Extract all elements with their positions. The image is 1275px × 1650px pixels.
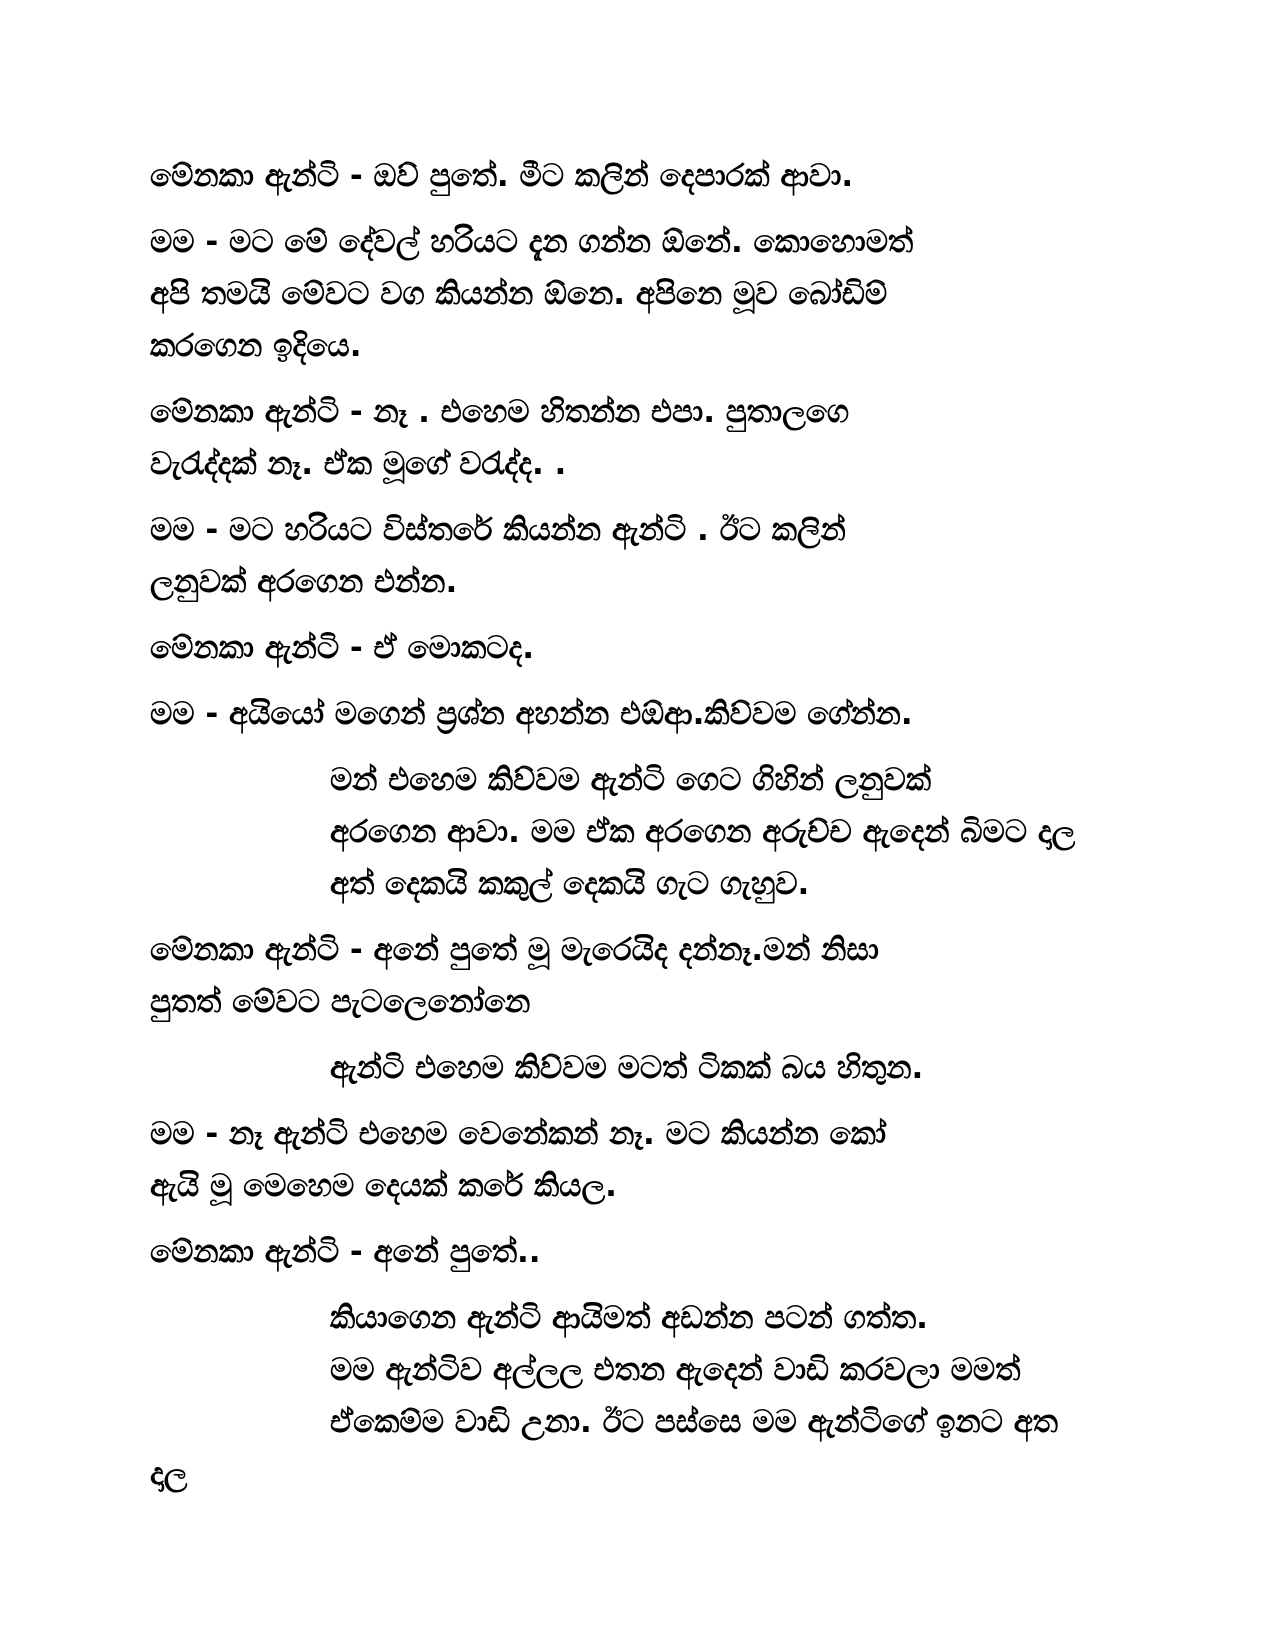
text-line: මේනකා ඇන්ටි - අනේ පුතේ.. <box>150 1234 541 1270</box>
dialogue-paragraph <box>150 924 1090 1028</box>
text-line: මම - මට හරියට විස්තරේ කියන්න ඇන්ටි . ඊට කලින් <box>150 512 846 548</box>
narrative-paragraph <box>150 1292 1090 1500</box>
text-line: ඒකෙම්ම වාඩි උනා. ඊට පස්සෙ මම ඇන්ටිගේ ඉනට අත දාල <box>150 1404 1069 1492</box>
text-line: ලනුවක් අරගෙන එන්න. <box>150 564 458 600</box>
text-line: මේනකා ඇන්ටි - ඔව් පුතේ. මීට කලින් දෙපාරක් ආවා. <box>150 158 854 194</box>
dialogue-paragraph <box>150 504 1090 608</box>
text-line: මම ඇන්ටිව අල්ලල එතන ඇදෙන් වාඩි කරවලා මමත් <box>330 1352 1021 1388</box>
text-line: කරගෙන ඉදියෙ. <box>150 328 362 364</box>
text-line: අපි තමයි මේවට වග කියන්න ඕනෙ. අපිනෙ මූව බෝඩිම් <box>150 276 888 312</box>
text-line: ඇන්ටි එහෙම කිව්වම මටත් ටිකක් බය හිතුන. <box>330 1050 924 1086</box>
dialogue-paragraph <box>150 216 1090 372</box>
dialogue-paragraph <box>150 386 1090 490</box>
text-line: වැරැද්දක් නෑ. ඒක මූගේ වරැද්ද. . <box>150 446 567 482</box>
dialogue-paragraph <box>150 688 1090 740</box>
text-line: මේනකා ඇන්ටි - නෑ . එහෙම හිතන්න එපා. පුතාලගෙ <box>150 394 850 430</box>
dialogue-paragraph <box>150 1226 1090 1278</box>
text-line: මම - අයියෝ මගෙන් ප්‍රශ්න අහන්න එඕආ.කිව්වම ගේන්න. <box>150 696 913 732</box>
dialogue-paragraph <box>150 1108 1090 1212</box>
narrative-paragraph <box>150 1042 1090 1094</box>
text-line: මන් එහෙම කිව්වම ඇන්ටි ගෙට ගිහින් ලනුවක් <box>330 762 931 798</box>
text-line: පුතත් මේවට පැටලෙනෝනෙ <box>150 984 531 1020</box>
text-line: මම - නෑ ඇන්ටි එහෙම වෙනේකන් නෑ. මට කියන්න කෝ <box>150 1116 887 1152</box>
text-line: මේනකා ඇන්ටි - ඒ මොකටද. <box>150 630 535 666</box>
text-line: ඇයි මූ මෙහෙම දෙයක් කරේ කියල. <box>150 1168 617 1204</box>
text-line: මම - මට මේ දේවල් හරියට දැන ගන්න ඕනේ. කොහොමත් <box>150 224 914 260</box>
dialogue-paragraph <box>150 150 1090 202</box>
dialogue-paragraph <box>150 622 1090 674</box>
text-line: අත් දෙකයි කකුල් දෙකයි ගැට ගැහුව. <box>330 866 810 902</box>
narrative-paragraph <box>150 754 1090 910</box>
text-line: මේනකා ඇන්ටි - අනේ පුතේ මූ මැරෙයිද දන්නෑ.මන් නිසා <box>150 932 879 968</box>
text-line: අරගෙන ආවා. මම ඒක අරගෙන අරුච්ච ඇදෙන් බිමට දාල <box>330 814 1076 850</box>
story-text <box>150 150 1090 1514</box>
text-line: කියාගෙන ඇන්ටි ආයිමත් අඩන්න පටන් ගත්ත. <box>330 1300 928 1336</box>
